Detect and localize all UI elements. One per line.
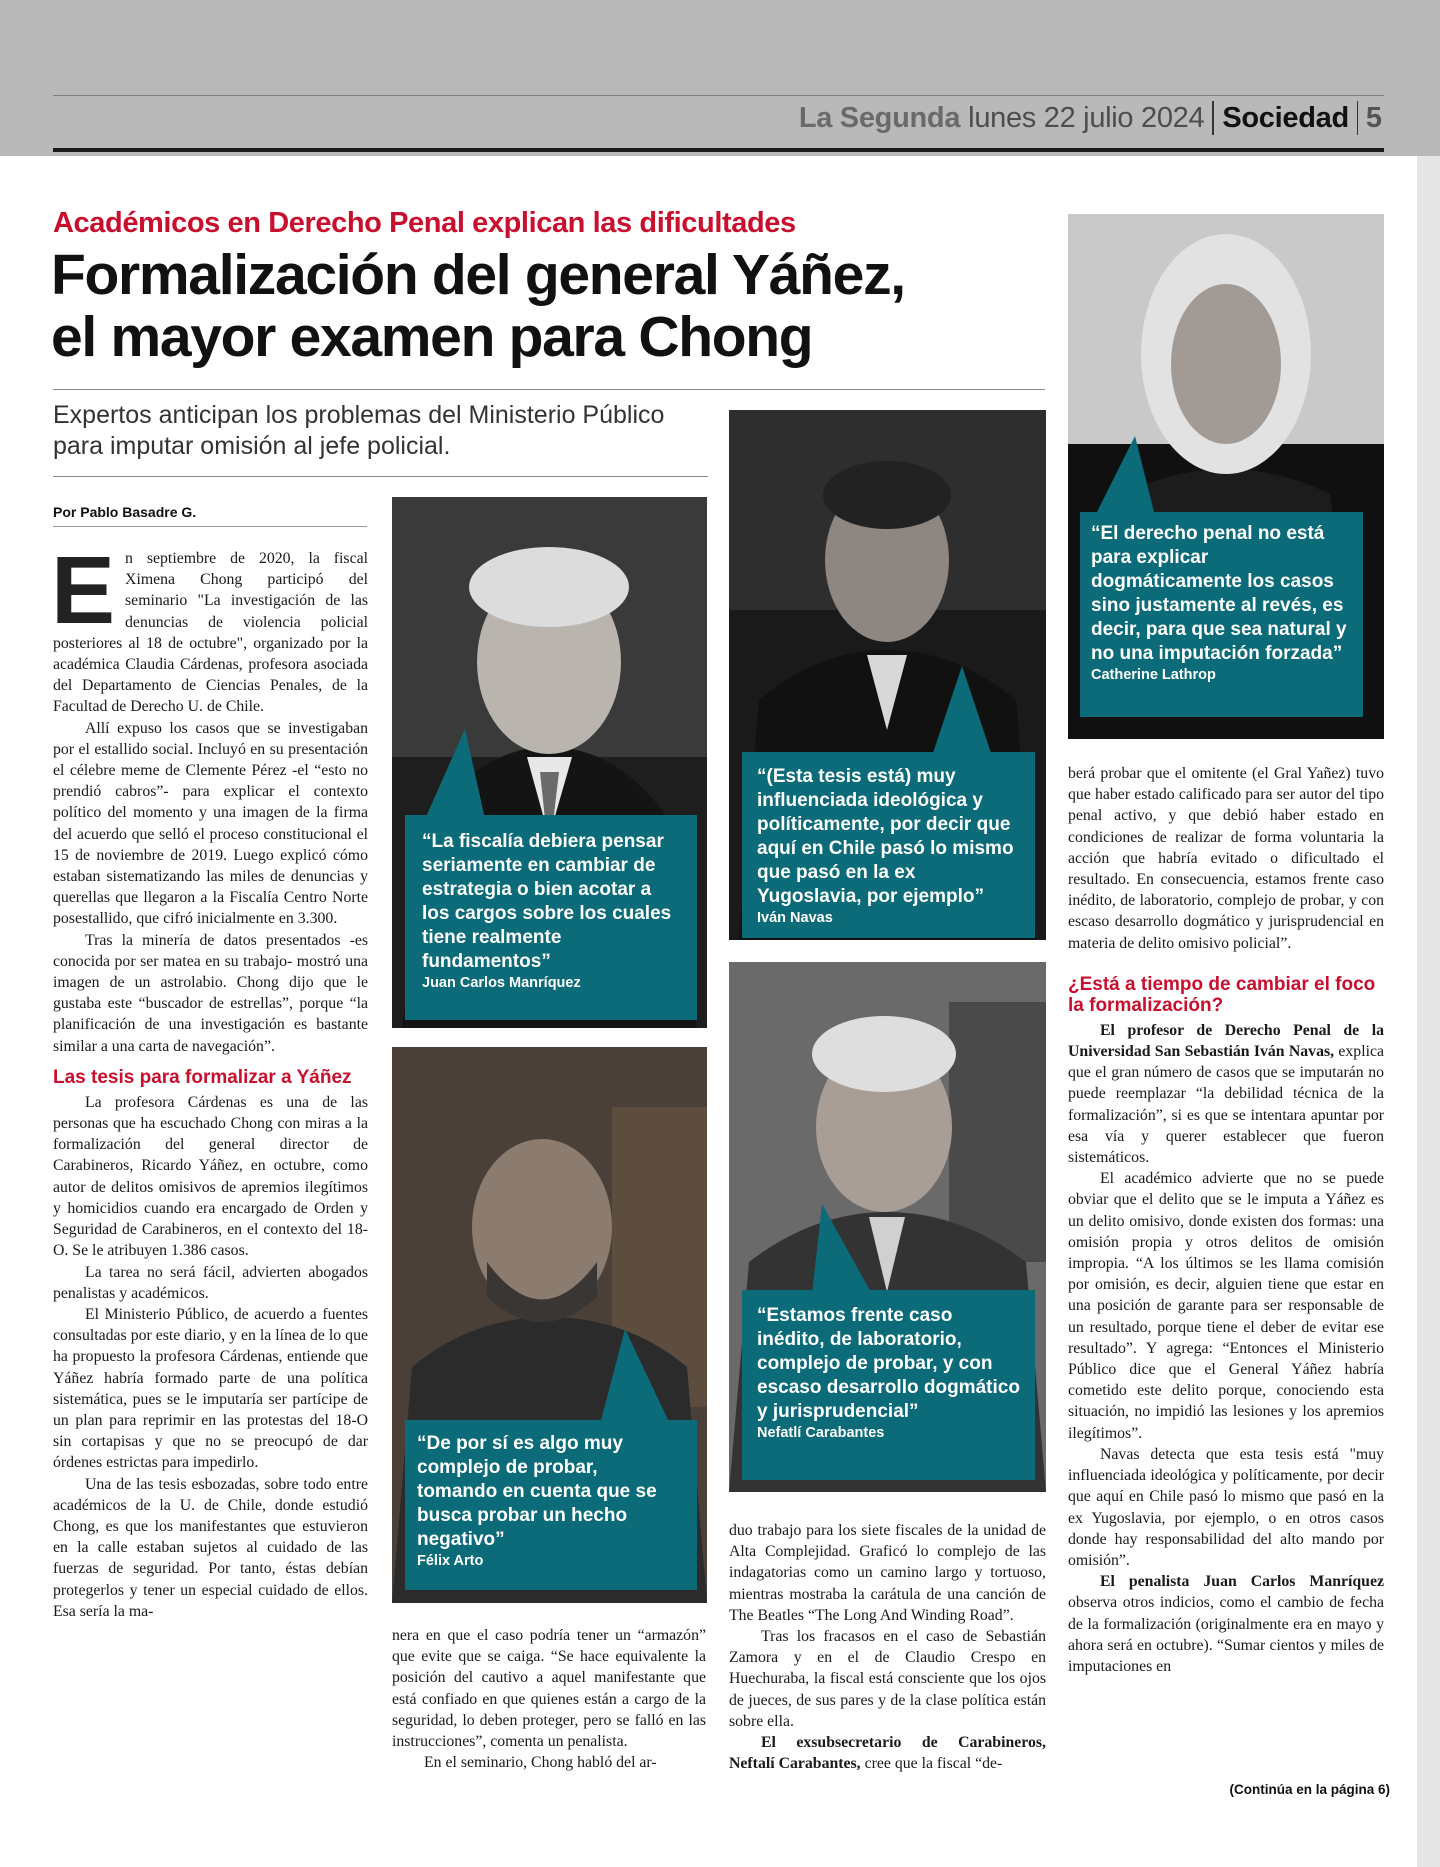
quote-text: “El derecho penal no está para explicar dogmáticamente los casos sino justamente al revés, es decir, para que sea natural y no una imputación forzada” [1091,523,1347,664]
paragraph: Allí expuso los casos que se investigaban por el estallido social. Incluyó en su presentación el célebre meme de Clemente Pérez -el “esto no prendió cabros”- para explicar el contexto político del momento y una imagen de la firma del acuerdo que selló el proceso constitucional el 15 de noviembre de 2019. Luego explicó cómo estaban sistematizando las miles de denuncias y querellas que llegaron a la Fiscalía Centro Norte posestallido, que cifró inicialmente en 3.300. [53,719,368,928]
quote-tail [812,1204,872,1294]
section-heading: Las tesis para formalizar a Yáñez [53,1066,352,1088]
masthead-top-rule [53,95,1384,96]
paragraph: duo trabajo para los siete fiscales de la unidad de Alta Complejidad. Graficó lo complejo de las indagatorias como un camino largo y tortuoso, mientras mostraba la carátula de una canción de The Beatles “The Long And Winding Road”. [729,1522,1046,1624]
body-column-1 [51,537,368,1622]
quote-text: “La fiscalía debiera pensar seriamente en cambiar de estrategia o bien acotar a los cargos sobre los cuales tiene realmente fundamentos” [422,831,672,972]
quote-tail [1095,436,1155,516]
subhead-rule [53,476,708,477]
paragraph: Tras la minería de datos presentados -es conocida por ser matea en su trabajo- mostró una imagen de un astrolabio. Chong dijo que le gustaba este “buscador de estrellas”, porque “la planificación de una investigación es bastante similar a una carta de navegación”. [53,931,368,1055]
headline-line-1: Formalización del general Yáñez, [51,243,905,307]
paragraph: nera en que el caso podría tener un “armazón” que evite que se caiga. “Se hace equivalente la posición del cautivo a aquel manifestante que está confiado en que quienes están a cargo de la seguridad, lo deben proteger, pero se falló en las instrucciones”, comenta un penalista. [392,1627,706,1751]
quote-box-manriquez [405,815,697,1020]
masthead-separator [1357,101,1358,135]
quote-author: Nefatlí Carabantes [757,1425,885,1441]
subhead: Expertos anticipan los problemas del Ministerio Público para imputar omisión al jefe policial. [53,401,665,460]
paragraph: El exsubsecretario de Carabineros, Neftalí Carabantes, cree que la fiscal “de- [729,1734,1046,1773]
drop-cap: E [51,537,116,644]
quote-box-arto [405,1420,697,1590]
paragraph: La tarea no será fácil, advierten abogados penalistas y académicos. [53,1263,368,1302]
byline: Por Pablo Basadre G. [53,504,197,520]
quote-author: Catherine Lathrop [1091,667,1216,683]
quote-author: Iván Navas [757,910,833,926]
paragraph: En septiembre de 2020, la fiscal Ximena Chong participó del seminario "La investigación de las denuncias de violencia policial posteriores al 18 de octubre", organizado por la académica Claudia Cárdenas, profesora asociada del Departamento de Ciencias Penales, de la Facultad de Derecho U. de Chile. [51,537,368,716]
page-shadow [1417,156,1440,1867]
paragraph: Navas detecta que esta tesis está "muy influenciada ideológica y políticamente, por decir que aquí en Chile pasó lo mismo que pasó en la ex Yugoslavia, por ejemplo, o en otros casos donde hay responsabilidad del alto mando por omisión”. [1068,1445,1384,1569]
quote-text: “(Esta tesis está) muy influenciada ideológica y políticamente, por decir que aquí en Chile pasó lo mismo que pasó en la ex Yugoslavia, por ejemplo” [757,766,1014,907]
paragraph: El profesor de Derecho Penal de la Universidad San Sebastián Iván Navas, explica que el gran número de casos que se imputarán no puede reemplazar “la debilidad técnica de la formalización”, si es que se intentara apuntar por esa vía y querer establecer que fueron sistemáticos. [1068,1021,1385,1167]
paragraph: berá probar que el omitente (el Gral Yañez) tuvo que haber estado calificado para ser autor del tipo penal activo, y que debió haber estado en condiciones de realizar de forma voluntaria la acción que habría evitado o dificultado el resultado. En consecuencia, estamos frente caso inédito, de laboratorio, complejo de probar, y con escaso desarrollo dogmático y jurisprudencial en materia de delito omisivo policial”. [1068,765,1384,952]
paragraph: La profesora Cárdenas es una de las personas que ha escuchado Chong con miras a la formalización del general director de Carabineros, Ricardo Yáñez, en octubre, como autor de delitos omisivos de apremios ilegítimos y homicidios cuando era encargado de Orden y Seguridad de Carabineros, en el contexto del 18-O. Se le atribuyen 1.386 casos. [53,1093,368,1260]
quote-tail [932,666,992,756]
quote-text: “Estamos frente caso inédito, de laboratorio, complejo de probar, y con escaso desarrollo dogmático y jurisprudencial” [757,1305,1020,1422]
section-heading: ¿Está a tiempo de cambiar el foco la formalización? [1068,973,1376,1016]
quote-author: Félix Arto [417,1553,484,1569]
paragraph: En el seminario, Chong habló del ar- [424,1754,657,1772]
paragraph: El penalista Juan Carlos Manríquez observa otros indicios, como el cambio de fecha de la formalización (originalmente era en mayo y ahora será en octubre). “Sumar cientos y miles de imputaciones en [1068,1573,1384,1675]
section-name: Sociedad [1222,101,1349,134]
kicker: Académicos en Derecho Penal explican las dificultades [53,207,796,239]
page-number: 5 [1365,101,1382,134]
paragraph: Tras los fracasos en el caso de Sebastián Zamora y en el de Claudio Crespo en Huechuraba, la fiscal está consciente que los ojos de jueces, de sus pares y de la clase política están sobre ella. [729,1628,1046,1730]
headline-line-2: el mayor examen para Chong [51,305,813,369]
continued-notice[interactable]: (Continúa en la página 6) [1229,1782,1390,1797]
body-column-2 [392,1625,706,1773]
bold-lead: El profesor de Derecho Penal de la Universidad San Sebastián Iván Navas, [1068,1021,1384,1061]
headline-rule [53,389,1045,390]
quote-box-navas [742,752,1035,938]
paragraph: El académico advierte que no se puede obviar que el delito que se le imputa a Yáñez es un delito omisivo, donde existen dos formas: una omisión propia y otros delitos de omisión impropia. “A los últimos se les llama comisión por omisión, es decir, alguien tiene que estar en una posición de garante para ser responsable de un resultado, porque tiene el deber de evitar ese resultado”. Y agrega: “Entonces el Ministerio Público dice que el General Yáñez habría cometido este delito porque, conociendo esta situación, no impidió las lesiones y los apremios ilegítimos”. [1068,1170,1384,1442]
bold-lead: El exsubsecretario de Carabineros, Neftalí Carabantes, [729,1734,1046,1773]
quote-author: Juan Carlos Manríquez [422,975,581,991]
paragraph: El Ministerio Público, de acuerdo a fuentes consultadas por este diario, y en la línea de lo que ha propuesto la profesora Cárdenas, entiende que Yáñez habría formado parte de una política sistemática, pues se le imputaría ser partícipe de un plan para reprimir en las protestas del 18-O sin cortapisas y que no se preocupó de dar órdenes estrictas para impedirlo. [53,1305,368,1472]
headline [51,244,905,368]
quote-tail [600,1329,670,1424]
body-column-4 [1068,763,1384,1677]
issue-date: lunes 22 julio 2024 [968,101,1205,134]
quote-box-lathrop [1080,512,1363,717]
masthead-separator [1212,101,1214,135]
quote-box-carabantes [742,1290,1035,1480]
masthead [799,100,1382,136]
quote-tail [425,729,485,819]
newspaper-name: La Segunda [798,101,961,134]
quote-text: “De por sí es algo muy complejo de probar, tomando en cuenta que se busca probar un hecho negativo” [417,1433,657,1550]
byline-rule [53,526,367,527]
masthead-bottom-rule [53,148,1384,152]
body-column-3 [729,1520,1046,1774]
paragraph: Una de las tesis esbozadas, sobre todo entre académicos de la U. de Chile, donde estudió Chong, es que los manifestantes que estuvieron en la calle estaban sujetos al cuidado de las fuerzas de seguridad. Por tanto, éstas debían protegerlos y tener un especial cuidado de ellos. Esa sería la ma- [53,1475,368,1620]
bold-lead: El penalista Juan Carlos Manríquez [1100,1573,1384,1591]
